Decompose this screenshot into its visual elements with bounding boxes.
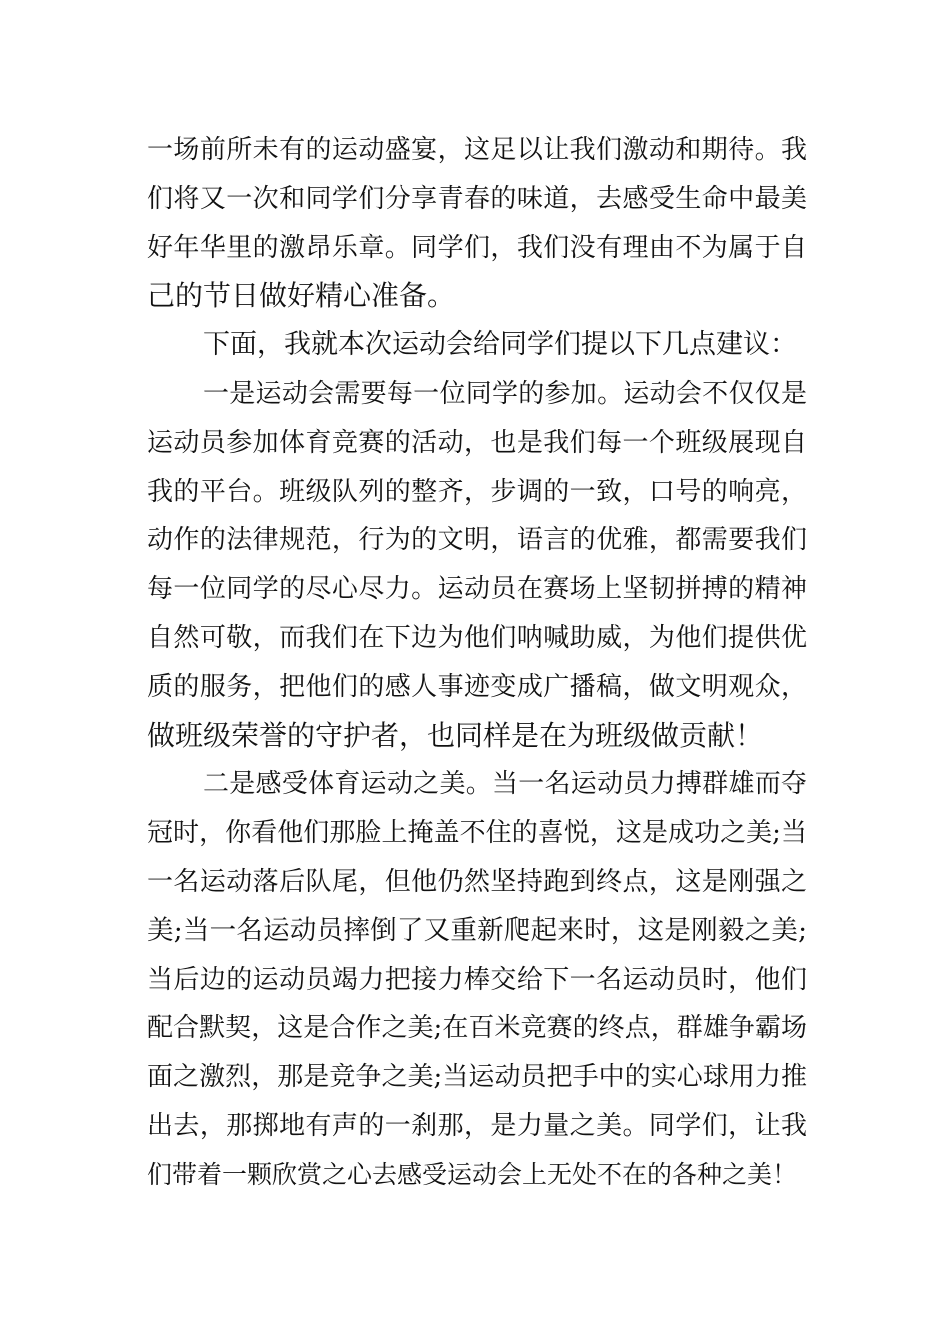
- text-line: 己的节日做好精心准备。: [147, 279, 456, 313]
- paragraph-2: [147, 321, 807, 370]
- text-line: 们将又一次和同学们分享青春的味道，去感受生命中最美: [147, 183, 807, 214]
- text-line: 好年华里的激昂乐章。同学们，我们没有理由不为属于自: [147, 232, 807, 263]
- text-line: 动作的法律规范，行为的文明，语言的优雅，都需要我们: [147, 525, 807, 556]
- text-line: 运动员参加体育竞赛的活动，也是我们每一个班级展现自: [147, 427, 807, 458]
- text-line: 一场前所未有的运动盛宴，这足以让我们激动和期待。我: [147, 135, 807, 165]
- text-line: 当后边的运动员竭力把接力棒交给下一名运动员时，他们: [147, 964, 807, 995]
- text-line: 一名运动落后队尾，但他仍然坚持跑到终点，这是刚强之: [147, 866, 807, 897]
- text-line: 一是运动会需要每一位同学的参加。运动会不仅仅是: [203, 378, 807, 409]
- text-line: 每一位同学的尽心尽力。运动员在赛场上坚韧拼搏的精神: [147, 574, 807, 605]
- text-line: 冠时，你看他们那脸上掩盖不住的喜悦，这是成功之美;当: [147, 818, 807, 849]
- text-line: 们带着一颗欣赏之心去感受运动会上无处不在的各种之美！: [147, 1159, 798, 1189]
- text-line: 二是感受体育运动之美。当一名运动员力搏群雄而夺: [203, 769, 807, 800]
- text-line: 做班级荣誉的守护者，也同样是在为班级做贡献！: [147, 718, 764, 752]
- text-line: 面之激烈，那是竞争之美;当运动员把手中的实心球用力推: [147, 1062, 807, 1093]
- document-body: [147, 126, 807, 1200]
- text-line: 自然可敬，而我们在下边为他们呐喊助威，为他们提供优: [147, 622, 807, 653]
- paragraph-1: [147, 126, 807, 321]
- paragraph-4: [147, 760, 807, 1199]
- paragraph-3: [147, 370, 807, 760]
- text-line: 我的平台。班级队列的整齐，步调的一致，口号的响亮，: [147, 476, 807, 507]
- text-line: 下面，我就本次运动会给同学们提以下几点建议：: [203, 329, 797, 361]
- text-line: 质的服务，把他们的感人事迹变成广播稿，做文明观众，: [147, 671, 807, 702]
- text-line: 配合默契，这是合作之美;在百米竞赛的终点，群雄争霸场: [147, 1013, 807, 1044]
- text-line: 出去，那掷地有声的一刹那，是力量之美。同学们，让我: [147, 1110, 807, 1141]
- text-line: 美;当一名运动员摔倒了又重新爬起来时，这是刚毅之美;: [147, 914, 807, 946]
